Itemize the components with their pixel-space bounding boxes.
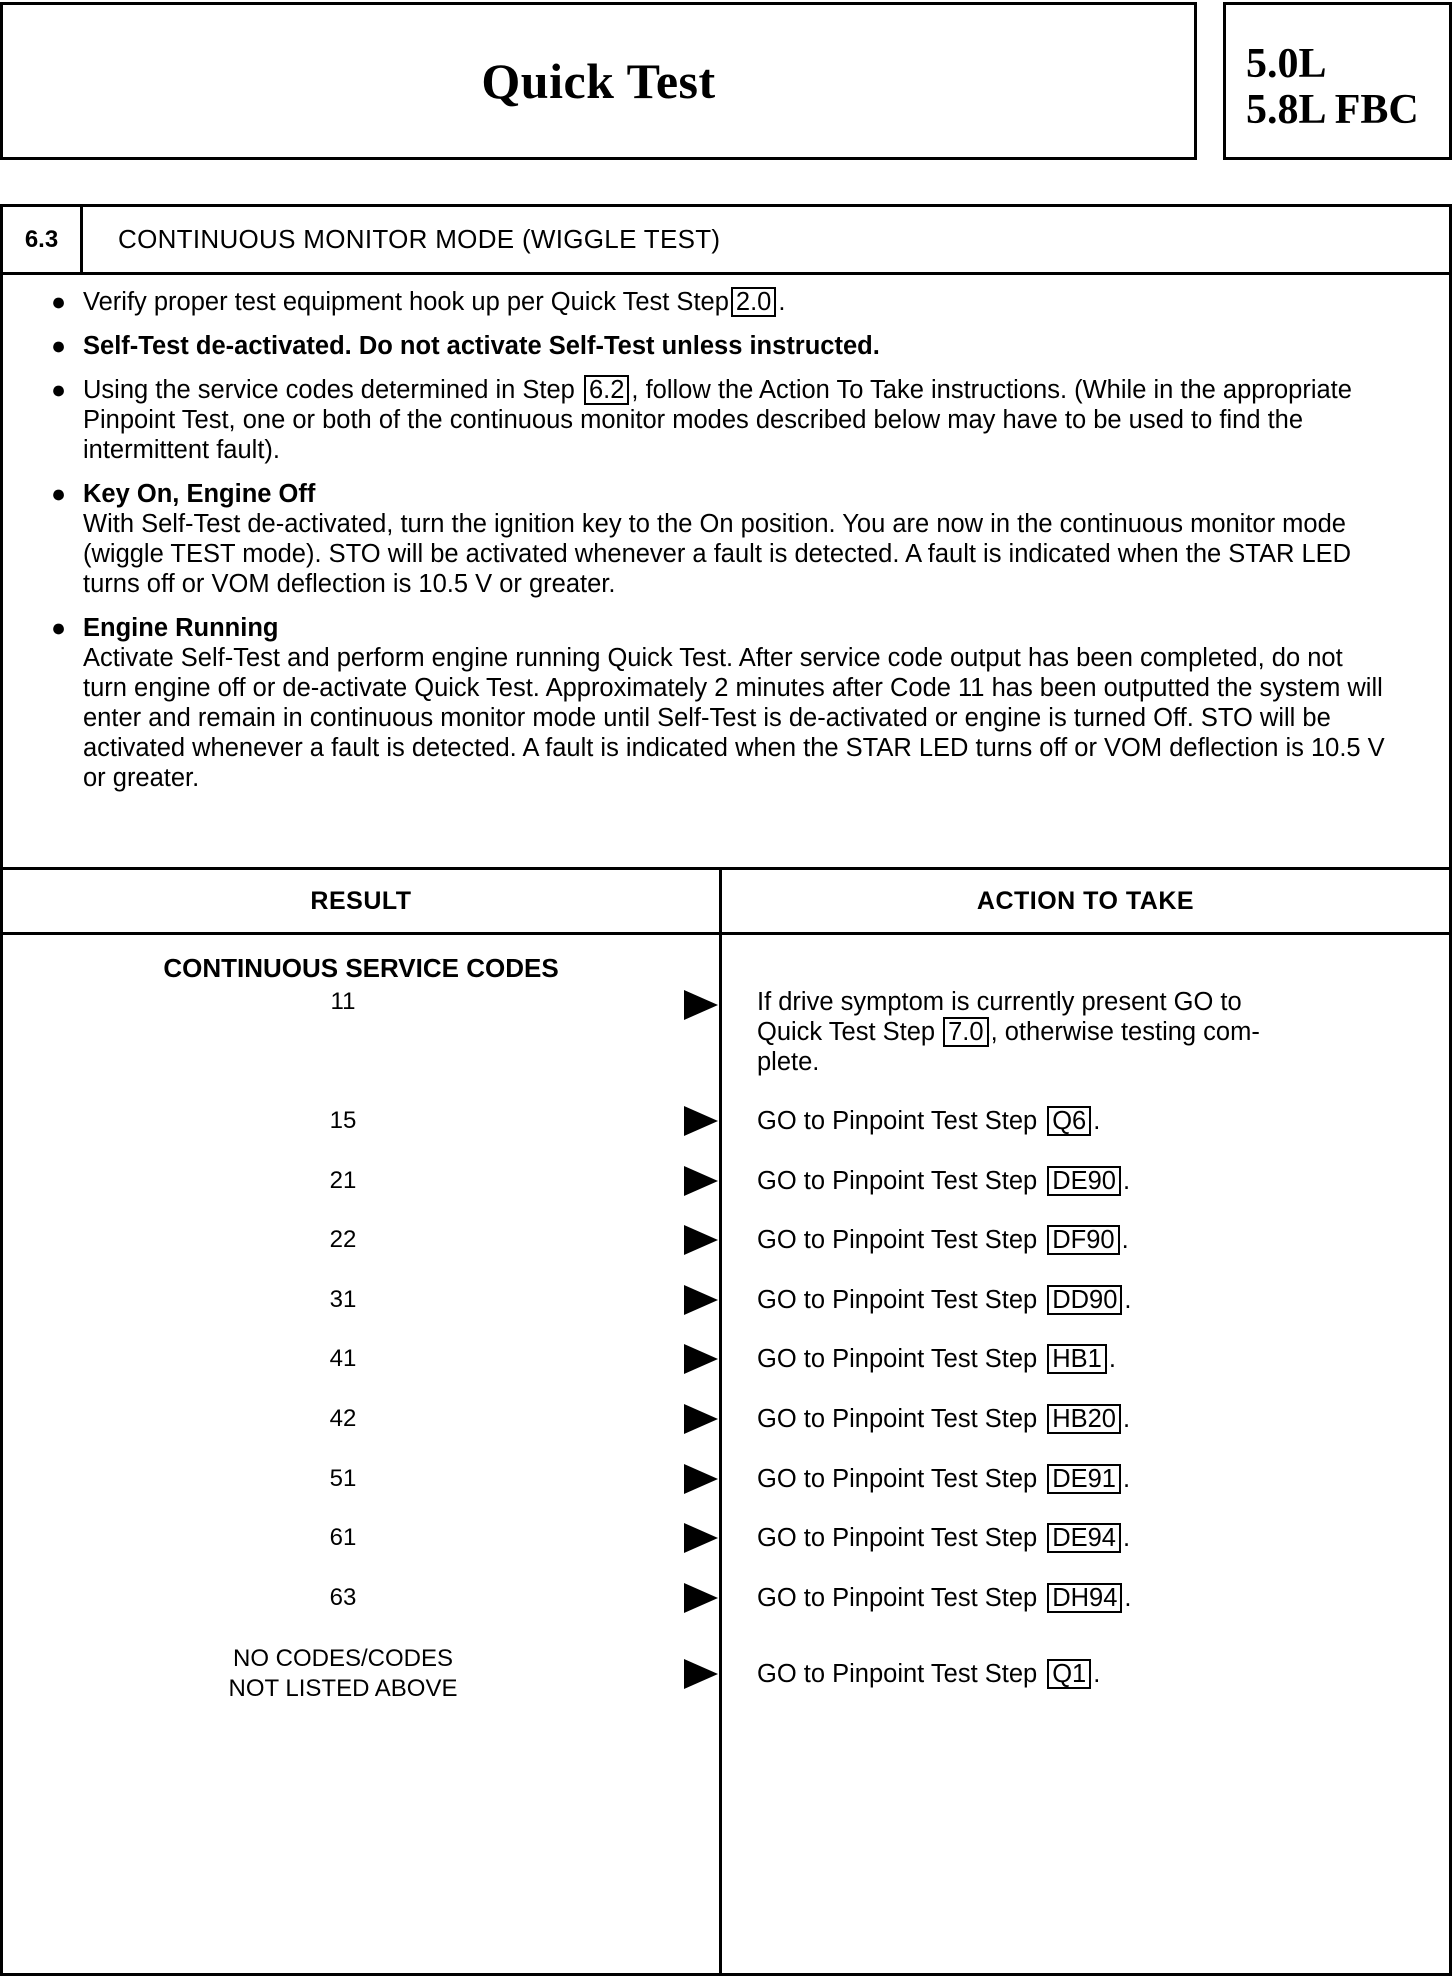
action-line bbox=[757, 1017, 1397, 1047]
action-go-text: GO to Pinpoint Test Step bbox=[757, 1524, 1038, 1553]
column-divider bbox=[719, 867, 722, 1973]
section-title: CONTINUOUS MONITOR MODE (WIGGLE TEST) bbox=[118, 224, 721, 254]
step-ref-box: DH94 bbox=[1047, 1583, 1122, 1613]
arrow-right-icon bbox=[684, 1344, 718, 1374]
step-ref-box: DD90 bbox=[1047, 1285, 1122, 1315]
result-code: 61 bbox=[329, 1524, 357, 1552]
arrow-right-icon bbox=[684, 1166, 718, 1196]
bullet-dot-icon: ● bbox=[51, 376, 67, 404]
step-ref-box: DE90 bbox=[1047, 1166, 1121, 1196]
bullet-dot-icon: ● bbox=[51, 480, 67, 508]
action-period: . bbox=[1093, 1660, 1101, 1688]
bullet-1-text: Verify proper test equipment hook up per Quick Test Step bbox=[83, 288, 729, 316]
action-go-text: GO to Pinpoint Test Step bbox=[757, 1464, 1038, 1493]
bullet-5 bbox=[51, 613, 1391, 793]
result-code: 31 bbox=[329, 1285, 357, 1313]
page-title: Quick Test bbox=[481, 53, 716, 109]
bullet-5-title: Engine Running bbox=[83, 614, 279, 642]
action-text bbox=[757, 1344, 1397, 1374]
step-ref-box: 7.0 bbox=[943, 1017, 988, 1047]
bullet-4-text: With Self-Test de-activated, turn the ignition key to the On position. You are now in the continuous monitor mode (wiggle TEST mode). STO will be activated whenever a fault is detected. A fault is indicated when the STAR LED turns off or VOM deflection is 10.5 V or greater. bbox=[83, 510, 1352, 598]
action-text bbox=[757, 987, 1397, 1077]
result-code: 21 bbox=[329, 1166, 357, 1194]
action-go-text: GO to Pinpoint Test Step bbox=[757, 1107, 1038, 1135]
bullet-1 bbox=[51, 287, 1391, 317]
result-code: 22 bbox=[329, 1226, 357, 1254]
bullet-4-title: Key On, Engine Off bbox=[83, 480, 316, 508]
action-go-text: GO to Pinpoint Test Step bbox=[757, 1345, 1038, 1374]
bullet-3-text: Using the service codes determined in Step bbox=[83, 376, 575, 404]
arrow-right-icon bbox=[684, 1464, 718, 1494]
section-number: 6.3 bbox=[3, 207, 83, 272]
action-period: . bbox=[1124, 1583, 1132, 1612]
bullet-5-text: Activate Self-Test and perform engine running Quick Test. After service code output has been completed, do not turn engine off or de-activate Quick Test. Approximately 2 minutes after Code 11 has been outputted the system will enter and remain in continuous monitor mode until Self-Test is de-activated or engine is turned Off. STO will be activated whenever a fault is detected. A fault is indicated when the STAR LED turns off or VOM deflection is 10.5 V or greater. bbox=[83, 644, 1385, 792]
action-text bbox=[757, 1659, 1397, 1689]
table-header bbox=[3, 867, 1449, 935]
action-line: plete. bbox=[757, 1048, 820, 1076]
arrow-right-icon bbox=[684, 1523, 718, 1553]
action-go-text: GO to Pinpoint Test Step bbox=[757, 1285, 1038, 1314]
action-period: . bbox=[1121, 1226, 1129, 1255]
result-code: 63 bbox=[329, 1583, 357, 1611]
step-ref-box: Q6 bbox=[1047, 1106, 1091, 1136]
bullet-1-end: . bbox=[778, 288, 786, 316]
arrow-right-icon bbox=[684, 990, 718, 1020]
result-code: 15 bbox=[329, 1107, 357, 1134]
action-text bbox=[757, 1464, 1397, 1494]
action-go-text: GO to Pinpoint Test Step bbox=[757, 1166, 1038, 1195]
service-codes-label: CONTINUOUS SERVICE CODES bbox=[163, 953, 559, 983]
bullet-dot-icon: ● bbox=[51, 614, 67, 642]
result-code-line: NOT LISTED ABOVE bbox=[228, 1675, 458, 1702]
action-go-text: GO to Pinpoint Test Step bbox=[757, 1660, 1038, 1688]
bullet-dot-icon: ● bbox=[51, 288, 67, 316]
action-text bbox=[757, 1106, 1397, 1136]
action-line-part: , otherwise testing com- bbox=[990, 1018, 1260, 1046]
bullet-2-text: Self-Test de-activated. Do not activate Self-Test unless instructed. bbox=[83, 332, 880, 360]
action-go-text: GO to Pinpoint Test Step bbox=[757, 1226, 1038, 1255]
bullet-3-rest: , follow the Action To Take instructions. (While in the appropriate Pinpoint Test, one or both of the continuous monitor modes described below may have to be used to find the intermittent fault). bbox=[83, 376, 1352, 464]
action-period: . bbox=[1123, 1405, 1131, 1433]
action-period: . bbox=[1123, 1524, 1131, 1553]
arrow-right-icon bbox=[684, 1583, 718, 1613]
result-code-line: NO CODES/CODES bbox=[232, 1645, 454, 1672]
action-period: . bbox=[1123, 1166, 1131, 1195]
engine-line-1: 5.0L bbox=[1246, 41, 1327, 87]
arrow-right-icon bbox=[684, 1285, 718, 1315]
action-text bbox=[757, 1404, 1397, 1434]
bullet-3 bbox=[51, 375, 1391, 465]
step-ref-box: 2.0 bbox=[731, 287, 776, 317]
action-period: . bbox=[1123, 1464, 1131, 1493]
engine-line-2: 5.8L FBC bbox=[1246, 87, 1419, 133]
engine-box bbox=[1223, 2, 1452, 160]
result-code: 42 bbox=[329, 1405, 357, 1432]
action-text bbox=[757, 1285, 1397, 1315]
action-line-part: Quick Test Step bbox=[757, 1018, 936, 1046]
instruction-list bbox=[51, 287, 1391, 807]
result-code: 41 bbox=[329, 1345, 357, 1373]
step-ref-box: DF90 bbox=[1047, 1225, 1119, 1255]
section-header bbox=[3, 207, 1449, 275]
arrow-right-icon bbox=[684, 1404, 718, 1434]
action-period: . bbox=[1093, 1107, 1101, 1135]
bullet-4 bbox=[51, 479, 1391, 599]
step-ref-box: HB1 bbox=[1047, 1344, 1107, 1374]
action-column-header: ACTION TO TAKE bbox=[976, 886, 1195, 915]
test-step-panel bbox=[0, 204, 1452, 1976]
action-period: . bbox=[1108, 1345, 1116, 1374]
action-line: If drive symptom is currently present GO to bbox=[757, 988, 1242, 1016]
arrow-right-icon bbox=[684, 1659, 718, 1689]
step-ref-box: 6.2 bbox=[584, 375, 629, 405]
action-go-text: GO to Pinpoint Test Step bbox=[757, 1583, 1038, 1612]
arrow-right-icon bbox=[684, 1225, 718, 1255]
action-go-text: GO to Pinpoint Test Step bbox=[757, 1405, 1038, 1433]
action-period: . bbox=[1124, 1285, 1132, 1314]
result-code: 51 bbox=[329, 1464, 357, 1492]
step-ref-box: Q1 bbox=[1047, 1659, 1091, 1689]
step-ref-box: HB20 bbox=[1047, 1404, 1121, 1434]
action-text bbox=[757, 1523, 1397, 1553]
bullet-dot-icon: ● bbox=[51, 332, 67, 360]
header-title-box bbox=[0, 2, 1197, 160]
result-code: 11 bbox=[330, 988, 356, 1015]
step-ref-box: DE91 bbox=[1047, 1464, 1121, 1494]
bullet-2 bbox=[51, 331, 1391, 361]
arrow-right-icon bbox=[684, 1106, 718, 1136]
action-text bbox=[757, 1583, 1397, 1613]
action-text bbox=[757, 1225, 1397, 1255]
step-ref-box: DE94 bbox=[1047, 1523, 1121, 1553]
result-code bbox=[3, 1644, 683, 1704]
action-text bbox=[757, 1166, 1397, 1196]
result-column-header: RESULT bbox=[310, 886, 412, 915]
